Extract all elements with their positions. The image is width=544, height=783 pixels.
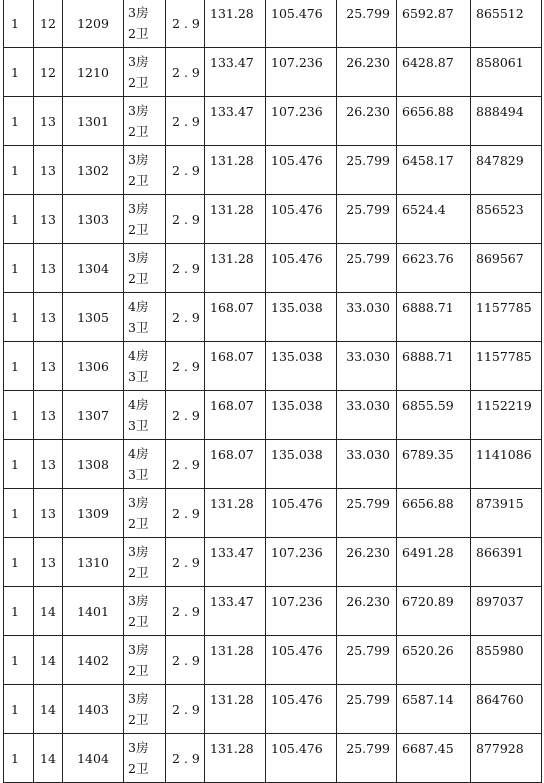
table-row — [4, 538, 542, 587]
cell-area-shared: 26.230 — [337, 48, 397, 97]
cell-layout — [124, 195, 166, 244]
layout-rooms: 3房 — [128, 250, 149, 265]
cell-unit: 1 — [4, 195, 34, 244]
cell-area-inner: 135.038 — [266, 342, 337, 391]
layout-rooms: 4房 — [128, 397, 149, 412]
cell-height: 2.9 — [166, 440, 205, 489]
cell-area-inner: 105.476 — [266, 195, 337, 244]
layout-baths: 2卫 — [128, 26, 149, 41]
cell-unit-price: 6491.28 — [397, 538, 471, 587]
table-row — [4, 489, 542, 538]
layout-rooms: 4房 — [128, 299, 149, 314]
cell-floor: 14 — [34, 636, 63, 685]
cell-unit: 1 — [4, 146, 34, 195]
table-row — [4, 293, 542, 342]
cell-unit-price: 6789.35 — [397, 440, 471, 489]
cell-total-price: 873915 — [471, 489, 542, 538]
cell-room: 1404 — [63, 734, 124, 783]
cell-area-shared: 33.030 — [337, 342, 397, 391]
cell-unit: 1 — [4, 440, 34, 489]
cell-area-total: 131.28 — [205, 146, 266, 195]
layout-baths: 2卫 — [128, 173, 149, 188]
cell-unit-price: 6623.76 — [397, 244, 471, 293]
cell-total-price: 869567 — [471, 244, 542, 293]
cell-height: 2.9 — [166, 636, 205, 685]
table-row — [4, 734, 542, 783]
cell-total-price: 1152219 — [471, 391, 542, 440]
cell-layout — [124, 440, 166, 489]
cell-unit-price: 6428.87 — [397, 48, 471, 97]
cell-area-total: 133.47 — [205, 48, 266, 97]
layout-baths: 2卫 — [128, 614, 149, 629]
cell-area-inner: 107.236 — [266, 587, 337, 636]
cell-layout — [124, 0, 166, 48]
table-row — [4, 685, 542, 734]
cell-unit-price: 6888.71 — [397, 342, 471, 391]
table-row — [4, 587, 542, 636]
cell-unit: 1 — [4, 636, 34, 685]
table-row — [4, 146, 542, 195]
layout-baths: 2卫 — [128, 712, 149, 727]
cell-unit-price: 6524.4 — [397, 195, 471, 244]
table-row — [4, 636, 542, 685]
cell-area-total: 133.47 — [205, 587, 266, 636]
cell-height: 2.9 — [166, 146, 205, 195]
cell-area-inner: 105.476 — [266, 636, 337, 685]
layout-baths: 2卫 — [128, 565, 149, 580]
cell-room: 1303 — [63, 195, 124, 244]
cell-height: 2.9 — [166, 342, 205, 391]
layout-baths: 2卫 — [128, 271, 149, 286]
cell-unit: 1 — [4, 734, 34, 783]
cell-room: 1304 — [63, 244, 124, 293]
table-body — [4, 0, 542, 783]
cell-area-shared: 26.230 — [337, 538, 397, 587]
table-row — [4, 342, 542, 391]
table-row — [4, 0, 542, 48]
cell-floor: 13 — [34, 440, 63, 489]
layout-baths: 2卫 — [128, 222, 149, 237]
layout-rooms: 3房 — [128, 593, 149, 608]
layout-rooms: 3房 — [128, 201, 149, 216]
cell-layout — [124, 146, 166, 195]
cell-layout — [124, 636, 166, 685]
cell-room: 1403 — [63, 685, 124, 734]
cell-total-price: 865512 — [471, 0, 542, 48]
cell-floor: 13 — [34, 391, 63, 440]
table-row — [4, 195, 542, 244]
table-row — [4, 391, 542, 440]
cell-area-inner: 107.236 — [266, 538, 337, 587]
cell-room: 1305 — [63, 293, 124, 342]
cell-total-price: 1157785 — [471, 342, 542, 391]
cell-area-inner: 135.038 — [266, 293, 337, 342]
cell-unit: 1 — [4, 391, 34, 440]
cell-total-price: 1141086 — [471, 440, 542, 489]
cell-layout — [124, 97, 166, 146]
cell-layout — [124, 489, 166, 538]
cell-area-shared: 33.030 — [337, 293, 397, 342]
layout-rooms: 3房 — [128, 103, 149, 118]
cell-floor: 12 — [34, 48, 63, 97]
cell-layout — [124, 391, 166, 440]
layout-baths: 3卫 — [128, 320, 149, 335]
cell-room: 1307 — [63, 391, 124, 440]
cell-unit: 1 — [4, 48, 34, 97]
cell-area-inner: 107.236 — [266, 97, 337, 146]
layout-baths: 3卫 — [128, 467, 149, 482]
cell-area-shared: 26.230 — [337, 587, 397, 636]
cell-layout — [124, 587, 166, 636]
price-table — [3, 0, 542, 783]
cell-area-total: 131.28 — [205, 734, 266, 783]
cell-total-price: 864760 — [471, 685, 542, 734]
cell-area-inner: 105.476 — [266, 734, 337, 783]
cell-unit-price: 6656.88 — [397, 97, 471, 146]
layout-baths: 2卫 — [128, 663, 149, 678]
table-row — [4, 97, 542, 146]
layout-baths: 2卫 — [128, 124, 149, 139]
cell-floor: 14 — [34, 734, 63, 783]
cell-height: 2.9 — [166, 293, 205, 342]
cell-height: 2.9 — [166, 587, 205, 636]
cell-height: 2.9 — [166, 538, 205, 587]
cell-floor: 13 — [34, 293, 63, 342]
cell-height: 2.9 — [166, 685, 205, 734]
cell-layout — [124, 244, 166, 293]
cell-room: 1401 — [63, 587, 124, 636]
cell-area-inner: 105.476 — [266, 489, 337, 538]
cell-unit: 1 — [4, 293, 34, 342]
table-row — [4, 48, 542, 97]
cell-floor: 13 — [34, 342, 63, 391]
cell-height: 2.9 — [166, 734, 205, 783]
cell-unit-price: 6656.88 — [397, 489, 471, 538]
cell-floor: 14 — [34, 685, 63, 734]
cell-unit-price: 6587.14 — [397, 685, 471, 734]
layout-baths: 2卫 — [128, 761, 149, 776]
cell-floor: 13 — [34, 489, 63, 538]
table-row — [4, 244, 542, 293]
layout-rooms: 3房 — [128, 544, 149, 559]
cell-unit-price: 6720.89 — [397, 587, 471, 636]
cell-room: 1210 — [63, 48, 124, 97]
cell-floor: 13 — [34, 195, 63, 244]
cell-area-total: 168.07 — [205, 391, 266, 440]
cell-area-inner: 105.476 — [266, 244, 337, 293]
layout-rooms: 3房 — [128, 5, 149, 20]
layout-rooms: 3房 — [128, 691, 149, 706]
cell-room: 1306 — [63, 342, 124, 391]
cell-area-total: 133.47 — [205, 97, 266, 146]
cell-room: 1402 — [63, 636, 124, 685]
cell-area-shared: 25.799 — [337, 685, 397, 734]
cell-total-price: 1157785 — [471, 293, 542, 342]
layout-rooms: 3房 — [128, 54, 149, 69]
cell-area-total: 131.28 — [205, 244, 266, 293]
cell-total-price: 866391 — [471, 538, 542, 587]
cell-unit: 1 — [4, 685, 34, 734]
cell-room: 1209 — [63, 0, 124, 48]
cell-area-shared: 25.799 — [337, 146, 397, 195]
cell-area-shared: 25.799 — [337, 636, 397, 685]
cell-unit-price: 6520.26 — [397, 636, 471, 685]
cell-room: 1310 — [63, 538, 124, 587]
cell-area-total: 168.07 — [205, 293, 266, 342]
cell-unit-price: 6687.45 — [397, 734, 471, 783]
cell-floor: 13 — [34, 97, 63, 146]
cell-total-price: 855980 — [471, 636, 542, 685]
cell-unit-price: 6458.17 — [397, 146, 471, 195]
cell-area-total: 131.28 — [205, 489, 266, 538]
layout-baths: 3卫 — [128, 369, 149, 384]
cell-unit: 1 — [4, 97, 34, 146]
cell-room: 1309 — [63, 489, 124, 538]
layout-baths: 2卫 — [128, 516, 149, 531]
cell-unit: 1 — [4, 587, 34, 636]
cell-area-inner: 135.038 — [266, 440, 337, 489]
cell-area-shared: 25.799 — [337, 195, 397, 244]
cell-area-total: 168.07 — [205, 342, 266, 391]
cell-floor: 13 — [34, 146, 63, 195]
cell-layout — [124, 293, 166, 342]
cell-area-total: 131.28 — [205, 636, 266, 685]
cell-total-price: 877928 — [471, 734, 542, 783]
cell-area-inner: 105.476 — [266, 146, 337, 195]
layout-rooms: 3房 — [128, 740, 149, 755]
cell-layout — [124, 538, 166, 587]
cell-area-inner: 105.476 — [266, 685, 337, 734]
cell-unit: 1 — [4, 342, 34, 391]
cell-area-total: 131.28 — [205, 685, 266, 734]
cell-unit: 1 — [4, 0, 34, 48]
cell-floor: 14 — [34, 587, 63, 636]
cell-floor: 12 — [34, 0, 63, 48]
cell-area-shared: 25.799 — [337, 734, 397, 783]
layout-baths: 2卫 — [128, 75, 149, 90]
cell-height: 2.9 — [166, 48, 205, 97]
cell-total-price: 897037 — [471, 587, 542, 636]
table-row — [4, 440, 542, 489]
cell-area-total: 131.28 — [205, 0, 266, 48]
cell-unit-price: 6855.59 — [397, 391, 471, 440]
layout-rooms: 4房 — [128, 446, 149, 461]
cell-room: 1301 — [63, 97, 124, 146]
cell-total-price: 888494 — [471, 97, 542, 146]
cell-area-shared: 33.030 — [337, 440, 397, 489]
cell-height: 2.9 — [166, 0, 205, 48]
layout-rooms: 4房 — [128, 348, 149, 363]
cell-height: 2.9 — [166, 489, 205, 538]
cell-unit-price: 6592.87 — [397, 0, 471, 48]
cell-total-price: 856523 — [471, 195, 542, 244]
cell-unit: 1 — [4, 489, 34, 538]
cell-height: 2.9 — [166, 391, 205, 440]
cell-area-total: 168.07 — [205, 440, 266, 489]
cell-area-inner: 135.038 — [266, 391, 337, 440]
cell-layout — [124, 685, 166, 734]
cell-area-inner: 107.236 — [266, 48, 337, 97]
cell-area-shared: 33.030 — [337, 391, 397, 440]
cell-area-shared: 25.799 — [337, 489, 397, 538]
cell-area-total: 133.47 — [205, 538, 266, 587]
cell-height: 2.9 — [166, 195, 205, 244]
cell-layout — [124, 734, 166, 783]
cell-unit-price: 6888.71 — [397, 293, 471, 342]
cell-height: 2.9 — [166, 244, 205, 293]
cell-total-price: 858061 — [471, 48, 542, 97]
cell-area-inner: 105.476 — [266, 0, 337, 48]
layout-rooms: 3房 — [128, 495, 149, 510]
layout-rooms: 3房 — [128, 152, 149, 167]
cell-layout — [124, 48, 166, 97]
cell-area-shared: 25.799 — [337, 0, 397, 48]
cell-area-total: 131.28 — [205, 195, 266, 244]
layout-rooms: 3房 — [128, 642, 149, 657]
cell-layout — [124, 342, 166, 391]
cell-floor: 13 — [34, 538, 63, 587]
cell-height: 2.9 — [166, 97, 205, 146]
cell-floor: 13 — [34, 244, 63, 293]
cell-room: 1302 — [63, 146, 124, 195]
layout-baths: 3卫 — [128, 418, 149, 433]
cell-room: 1308 — [63, 440, 124, 489]
cell-area-shared: 25.799 — [337, 244, 397, 293]
cell-unit: 1 — [4, 538, 34, 587]
cell-unit: 1 — [4, 244, 34, 293]
cell-area-shared: 26.230 — [337, 97, 397, 146]
cell-total-price: 847829 — [471, 146, 542, 195]
